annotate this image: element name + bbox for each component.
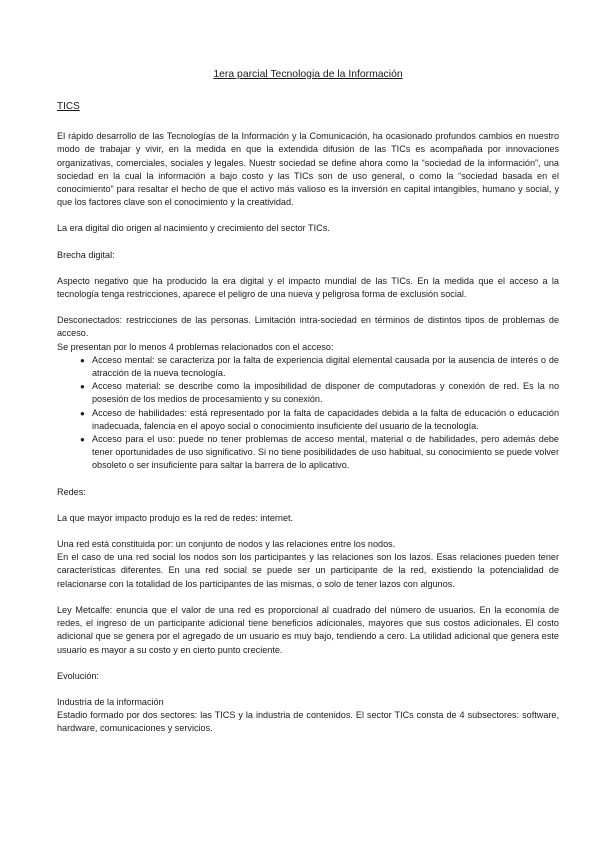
intro-paragraph: El rápido desarrollo de las Tecnologías de la Información y la Comunicación, ha ocasionado profundos cambios en nuestro modo de trabajar y vivir, en la medida en que la extendida difusión de las TICs es acompañada por innovaciones organizativas, comerciales, sociales y legales. Nuestr sociedad se define ahora como la “sociedad de la información”, una sociedad en la cual la información a bajo costo y las TICs son de uso general, o como la “sociedad basada en el conocimiento” para resaltar el hecho de que el activo más valioso es la inversión en capital intangibles, humano y social, y que los factores clave son el conocimiento y la creatividad. bbox=[57, 131, 559, 208]
list-item bbox=[57, 407, 559, 433]
bullet-icon: ● bbox=[80, 355, 85, 365]
era-digital-paragraph: La era digital dio origen al nacimiento y crecimiento del sector TICs. bbox=[57, 223, 330, 234]
section-heading-tics: TICS bbox=[57, 101, 80, 112]
brecha-digital-heading: Brecha digital: bbox=[57, 249, 115, 260]
list-item bbox=[57, 380, 559, 406]
access-problems-intro: Se presentan por lo menos 4 problemas relacionados con el acceso: bbox=[57, 341, 334, 352]
brecha-digital-paragraph: Aspecto negativo que ha producido la era digital y el impacto mundial de las TICs. En la medida que el acceso a la tecnología tenga restricciones, aparece el peligro de una nueva y peligrosa forma de exclusión social. bbox=[57, 275, 559, 300]
red-social-paragraph: En el caso de una red social los nodos son los participantes y las relaciones son los lazos. Esas relaciones pueden tener características diferentes. En una red social se puede ser un participante de la red, existiendo la potencialidad de relacionarse con la totalidad de los participantes de las mismas, o solo de tener lazos con algunos. bbox=[57, 552, 559, 589]
list-item-text: Acceso mental: se caracteriza por la falta de experiencia digital elemental causada por la ausencia de interés o de atracción de la nueva tecnología. bbox=[92, 354, 559, 379]
access-problems-list bbox=[57, 354, 559, 473]
evolucion-heading: Evolución: bbox=[57, 670, 99, 681]
ley-metcalfe-paragraph: Ley Metcalfe: enuncia que el valor de una red es proporcional al cuadrado del número de usuarios. En la economía de redes, el ingreso de un participante adicional tiene beneficios adicionales, mayores que sus costos adicionales. El costo adicional que se genera por el agregado de un usuario es muy bajo, tendiendo a cero. La utilidad adicional que genera este usuario es mayor a su costo y en cierto punto creciente. bbox=[57, 604, 559, 655]
list-item-text: Acceso para el uso: puede no tener problemas de acceso mental, material o de habilidades, pero además debe tener oportunidades de uso significativo. Si no tiene posibilidades de uso habitual, su conocimiento se puede volver obsoleto o ser insuficiente para saltar la barrera de lo aplicativo. bbox=[92, 434, 559, 471]
list-item-text: Acceso material: se describe como la imposibilidad de disponer de computadoras y conexión de red. Es la no posesión de los medios de procesamiento y su conexión. bbox=[92, 381, 559, 405]
page-title: 1era parcial Tecnologia de la Información bbox=[213, 69, 403, 80]
redes-heading: Redes: bbox=[57, 486, 86, 497]
industria-heading: Industria de la información bbox=[57, 696, 164, 707]
redes-paragraph: La que mayor impacto produjo es la red de redes: internet. bbox=[57, 512, 294, 523]
desconectados-paragraph: Desconectados: restricciones de las personas. Limitación intra-sociedad en términos de distintos tipos de problemas de acceso. bbox=[57, 315, 559, 339]
list-item-text: Acceso de habilidades: está representado por la falta de capacidades debida a la falta de educación o educación inadecuada, falencia en el apoyo social o conocimiento insuficiente del usuario de la tecnología. bbox=[92, 407, 559, 431]
estadio-paragraph: Estadio formado por dos sectores: las TICS y la industria de contenidos. El sector TICs consta de 4 subsectores: software, hardware, comunicaciones y servicios. bbox=[57, 710, 559, 734]
red-constituida-paragraph: Una red está constituida por: un conjunto de nodos y las relaciones entre los nodos. bbox=[57, 539, 396, 550]
list-item bbox=[57, 354, 559, 380]
document-page bbox=[57, 68, 559, 736]
list-item bbox=[57, 433, 559, 473]
bullet-icon: ● bbox=[80, 435, 85, 445]
bullet-icon: ● bbox=[80, 408, 85, 418]
bullet-icon: ● bbox=[80, 382, 85, 392]
